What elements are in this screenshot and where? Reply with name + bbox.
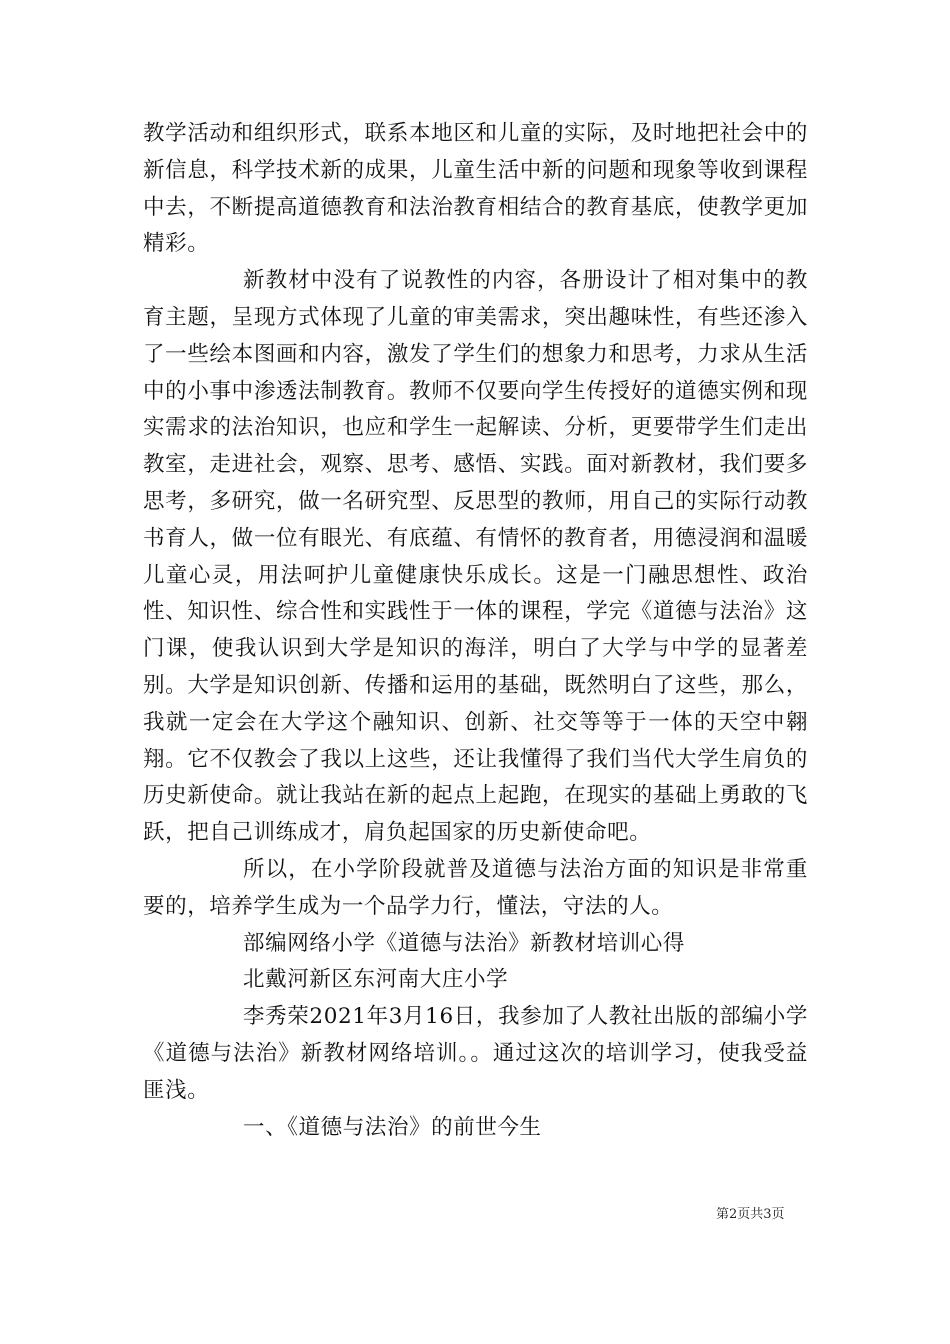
article-title: 部编网络小学《道德与法治》新教材培训心得 bbox=[243, 930, 686, 956]
paragraph-continuation: 教学活动和组织形式，联系本地区和儿童的实际，及时地把社会中的新信息，科学技术新的成果，儿童生活中新的问题和现象等收到课程中去，不断提高道德教育和法治教育相结合的教育基底，使教学更加精彩。 bbox=[143, 121, 808, 257]
school-name: 北戴河新区东河南大庄小学 bbox=[243, 967, 509, 993]
page-number: 第2页共3页 bbox=[716, 1207, 785, 1222]
paragraph-author-intro: 李秀荣2021年3月16日，我参加了人教社出版的部编小学《道德与法治》新教材网络培训。。通过这次的培训学习，使我受益匪浅。 bbox=[143, 1004, 808, 1103]
document-body bbox=[143, 116, 808, 1146]
paragraph-new-textbook: 新教材中没有了说教性的内容，各册设计了相对集中的教育主题，呈现方式体现了儿童的审美需求，突出趣味性，有些还渗入了一些绘本图画和内容，激发了学生们的想象力和思考，力求从生活中的小事中渗透法制教育。教师不仅要向学生传授好的道德实例和现实需求的法治知识，也应和学生一起解读、分析，更要带学生们走出教室，走进社会，观察、思考、感悟、实践。面对新教材，我们要多思考，多研究，做一名研究型、反思型的教师，用自己的实际行动教书育人，做一位有眼光、有底蕴、有情怀的教育者，用德浸润和温暖儿童心灵，用法呵护儿童健康快乐成长。这是一门融思想性、政治性、知识性、综合性和实践性于一体的课程，学完《道德与法治》这门课，使我认识到大学是知识的海洋，明白了大学与中学的显著差别。大学是知识创新、传播和运用的基础，既然明白了这些，那么，我就一定会在大学这个融知识、创新、社交等等于一体的天空中翱翔。它不仅教会了我以上这些，还让我懂得了我们当代大学生肩负的历史新使命。就让我站在新的起点上起跑，在现实的基础上勇敢的飞跃，把自己训练成才，肩负起国家的历史新使命吧。 bbox=[143, 268, 808, 846]
section-heading: 一、《道德与法治》的前世今生 bbox=[243, 1114, 542, 1140]
paragraph-conclusion: 所以，在小学阶段就普及道德与法治方面的知识是非常重要的，培养学生成为一个品学力行，懂法，守法的人。 bbox=[143, 856, 808, 919]
